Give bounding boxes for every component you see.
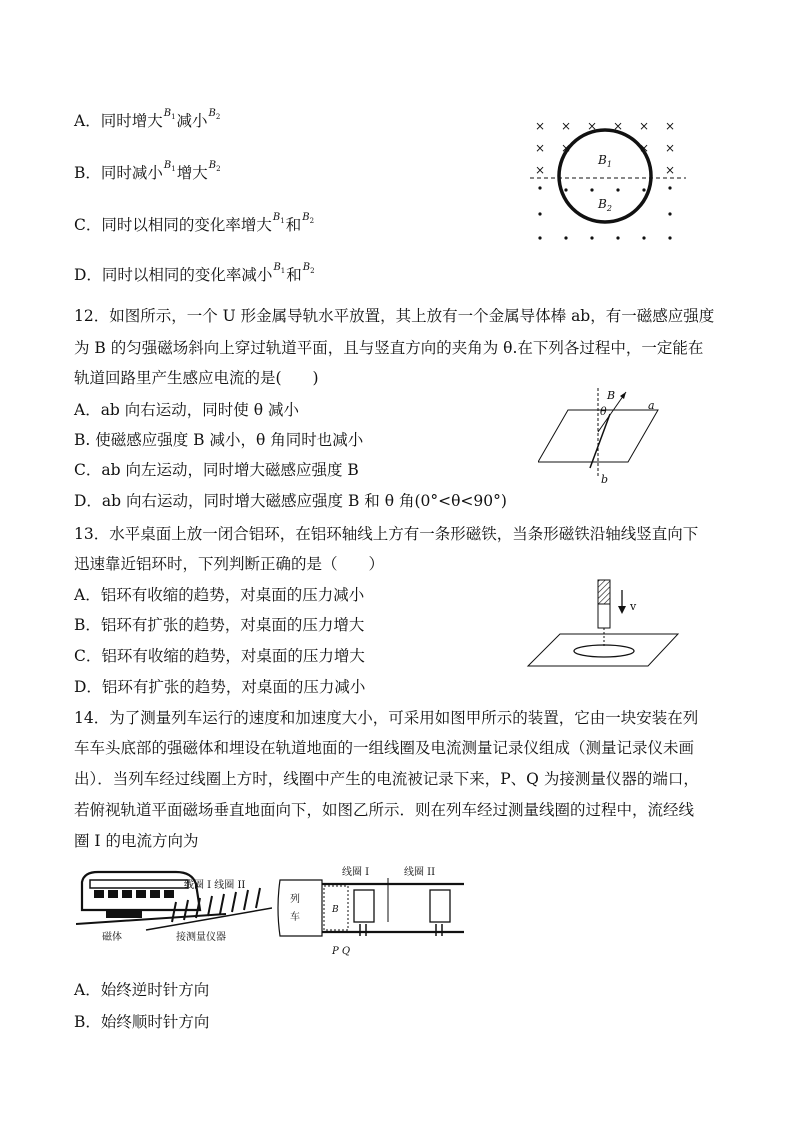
q11-option-b xyxy=(74,160,222,183)
b-symbol: B1 xyxy=(163,108,176,121)
option-text: D．同时以相同的变化率减小 xyxy=(74,266,273,285)
coil-2 xyxy=(430,890,450,922)
option-text: A．同时增大 xyxy=(74,112,163,131)
q11-option-a xyxy=(74,108,221,131)
b-symbol: B2 xyxy=(208,160,221,173)
label-b-mark: B xyxy=(332,905,339,915)
label-pq: P Q xyxy=(332,946,351,957)
option-text: C．同时以相同的变化率增大 xyxy=(74,216,272,235)
q13-stem-1: 13．水平桌面上放一闭合铝环，在铝环轴线上方有一条形磁铁，当条形磁铁沿轴线竖直向下 xyxy=(74,525,699,543)
q12-stem-1: 12．如图所示，一个 U 形金属导轨水平放置，其上放有一个金属导体棒 ab，有一磁感应强度 xyxy=(74,307,715,325)
figure-train-coils xyxy=(76,864,272,946)
q12-option-c: C．ab 向左运动，同时增大磁感应强度 B xyxy=(74,461,359,479)
svg-text:×: × xyxy=(638,119,650,133)
terminals xyxy=(360,924,442,936)
q14-stem-4: 若俯视轨道平面磁场垂直地面向下，如图乙所示．则在列车经过测量线圈的过程中，流经线 xyxy=(74,801,695,819)
b-symbol: B2 xyxy=(302,262,315,275)
option-text: 和 xyxy=(285,216,302,235)
svg-text:×: × xyxy=(534,119,546,133)
label-train-bottom: 车 xyxy=(290,912,300,923)
q12-stem-3: 轨道回路里产生感应电流的是( ) xyxy=(74,369,319,387)
desk-plane xyxy=(528,634,678,666)
arrow-head xyxy=(618,606,626,614)
svg-text:×: × xyxy=(664,119,676,133)
q11-option-c xyxy=(74,212,315,235)
label-coils: 线圈 I 线圈 II xyxy=(184,880,246,891)
q12-option-d: D．ab 向右运动，同时增大磁感应强度 B 和 θ 角(0°<θ<90°) xyxy=(74,492,507,510)
option-text: 增大 xyxy=(176,164,208,183)
cross-marks xyxy=(535,119,675,177)
arrow-head xyxy=(620,392,626,399)
rail xyxy=(76,914,226,924)
magnet-block xyxy=(106,910,142,918)
bar-magnet-bottom xyxy=(598,604,610,628)
figure-top-view xyxy=(276,864,466,958)
option-text: 和 xyxy=(286,266,302,285)
q14-option-b: B．始终顺时针方向 xyxy=(74,1013,210,1031)
label-b-end: b xyxy=(601,473,609,486)
b-symbol: B2 xyxy=(208,108,221,121)
b-symbol: B1 xyxy=(273,262,286,275)
label-v: v xyxy=(630,600,637,613)
conductor-ab xyxy=(590,414,610,468)
train-outline xyxy=(278,880,322,936)
q14-stem-2: 车车头底部的强磁体和埋设在轨道地面的一组线圈及电流测量记录仪组成（测量记录仪未画 xyxy=(74,739,695,757)
aluminum-ring xyxy=(574,645,634,657)
q13-option-c: C．铝环有收缩的趋势，对桌面的压力增大 xyxy=(74,647,365,665)
svg-text:×: × xyxy=(534,163,546,177)
label-theta: θ xyxy=(600,405,607,418)
figure-magnetic-circle xyxy=(528,112,698,247)
q12-stem-2: 为 B 的匀强磁场斜向上穿过轨道平面，且与竖直方向的夹角为 θ.在下列各过程中，一定能在 xyxy=(74,339,704,357)
q12-option-b: B. 使磁感应强度 B 减小，θ 角同时也减小 xyxy=(74,431,364,449)
q14-stem-5: 圈 I 的电流方向为 xyxy=(74,832,199,850)
dot-marks xyxy=(538,186,671,239)
q13-option-d: D．铝环有扩张的趋势，对桌面的压力减小 xyxy=(74,678,366,696)
q13-option-b: B．铝环有扩张的趋势，对桌面的压力增大 xyxy=(74,616,365,634)
figure-magnet-ring xyxy=(524,576,684,668)
q11-option-d xyxy=(74,262,316,285)
label-a: a xyxy=(648,399,655,412)
label-coil-2: 线圈 II xyxy=(404,867,436,878)
svg-text:×: × xyxy=(612,119,624,133)
label-b: B xyxy=(607,389,616,402)
bar-magnet-top xyxy=(598,580,610,604)
q12-option-a: A．ab 向右运动，同时使 θ 减小 xyxy=(74,401,299,419)
q14-stem-1: 14．为了测量列车运行的速度和加速度大小，可采用如图甲所示的装置，它由一块安装在列 xyxy=(74,709,699,727)
q14-stem-3: 出）．当列车经过线圈上方时，线圈中产生的电流被记录下来，P、Q 为接测量仪器的端口， xyxy=(74,770,699,788)
q13-option-a: A．铝环有收缩的趋势，对桌面的压力减小 xyxy=(74,586,365,604)
option-text: B．同时减小 xyxy=(74,164,163,183)
svg-text:×: × xyxy=(638,141,650,155)
option-text: 减小 xyxy=(176,112,208,131)
b-symbol: B1 xyxy=(163,160,176,173)
b-symbol: B2 xyxy=(302,212,315,225)
label-instrument: 接测量仪器 xyxy=(176,932,226,943)
label-b2: $B_2$ xyxy=(598,197,612,213)
label-magnet: 磁体 xyxy=(102,932,122,943)
figure-u-rail xyxy=(538,386,668,486)
svg-text:×: × xyxy=(664,141,676,155)
b-symbol: B1 xyxy=(272,212,285,225)
label-b1: $B_1$ xyxy=(598,153,612,169)
coil-1 xyxy=(354,890,374,922)
svg-text:×: × xyxy=(664,163,676,177)
label-train-top: 列 xyxy=(290,894,300,905)
svg-text:×: × xyxy=(560,119,572,133)
label-coil-1: 线圈 I xyxy=(342,867,370,878)
q13-stem-2: 迅速靠近铝环时，下列判断正确的是（ ） xyxy=(74,555,385,573)
svg-text:×: × xyxy=(560,141,572,155)
q14-option-a: A．始终逆时针方向 xyxy=(74,981,210,999)
svg-text:×: × xyxy=(586,119,598,133)
svg-text:×: × xyxy=(534,141,546,155)
